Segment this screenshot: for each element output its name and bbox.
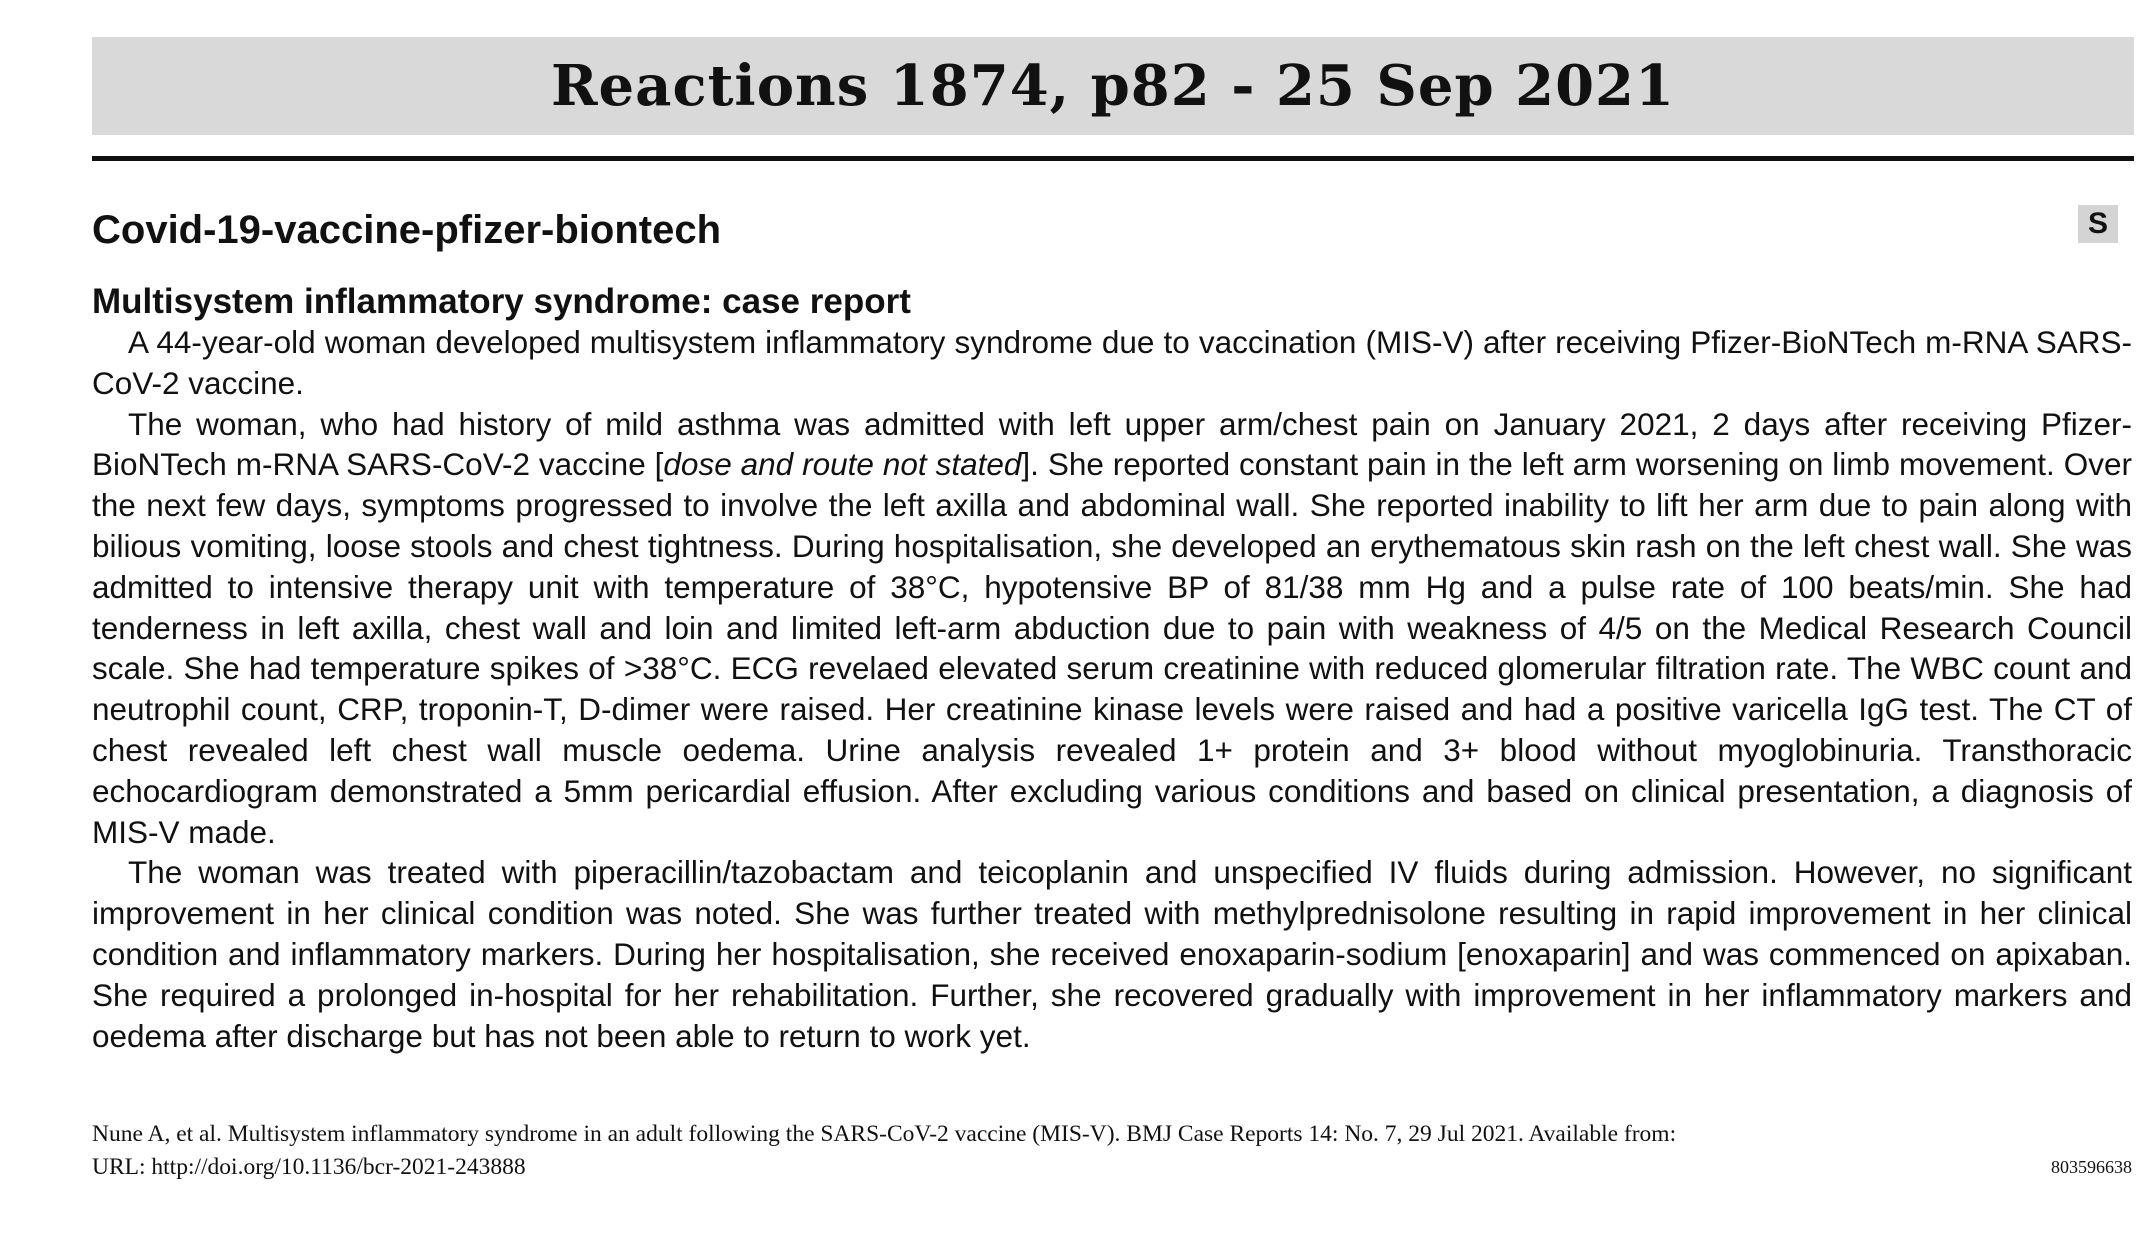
- citation-url[interactable]: URL: http://doi.org/10.1136/bcr-2021-243888: [92, 1154, 526, 1180]
- page-title: Reactions 1874, p82 - 25 Sep 2021: [551, 53, 1675, 119]
- citation: [92, 1118, 2132, 1184]
- paragraph-2: [92, 404, 2132, 853]
- citation-line-2: [92, 1151, 2132, 1184]
- paragraph-1: A 44-year-old woman developed multisystem inflammatory syndrome due to vaccination (MIS-V) after receiving Pfizer-BioNTech m-RNA SARS-CoV-2 vaccine.: [92, 324, 2132, 401]
- reaction-title: Multisystem inflammatory syndrome: case report: [92, 282, 911, 321]
- header-band: [92, 37, 2134, 135]
- paragraph-2-part-b: ]. She reported constant pain in the left arm worsening on limb movement. Over the next few days, symptoms progressed to involve the left axilla and abdominal wall. She reported inability to lift her arm due to pain along with bilious vomiting, loose stools and chest tightness. During hospitalisation, she developed an erythematous skin rash on the left chest wall. She was admitted to intensive therapy unit with temperature of 38°C, hypotensive BP of 81/38 mm Hg and a pulse rate of 100 beats/min. She had tenderness in left axilla, chest wall and loin and limited left-arm abduction due to pain with weakness of 4/5 on the Medical Research Council scale. She had temperature spikes of >38°C. ECG revelaed elevated serum creatinine with reduced glomerular filtration rate. The WBC count and neutrophil count, CRP, troponin-T, D-dimer were raised. Her creatinine kinase levels were raised and had a positive varicella IgG test. The CT of chest revealed left chest wall muscle oedema. Urine analysis revealed 1+ protein and 3+ blood without myoglobinuria. Transthoracic echocardiogram demonstrated a 5mm pericardial effusion. After excluding various conditions and based on clinical presentation, a diagnosis of MIS-V made.: [92, 446, 2132, 850]
- paragraph-2-italic: dose and route not stated: [663, 446, 1022, 483]
- citation-text: Nune A, et al. Multisystem inflammatory syndrome in an adult following the SARS-CoV-2 vaccine (MIS-V). BMJ Case Reports 14: No. 7, 29 Jul 2021. Available from:: [92, 1121, 1677, 1147]
- article-body: [92, 322, 2132, 1056]
- header-divider: [92, 156, 2134, 161]
- document-id: 803596638: [2051, 1157, 2132, 1177]
- drug-name-heading: Covid-19-vaccine-pfizer-biontech: [92, 208, 722, 252]
- paragraph-2-part-a: The woman, who had history of mild asthma was admitted with left upper arm/chest pain on January 2021, 2 days after receiving Pfizer-BioNTech m-RNA SARS-CoV-2 vaccine [: [92, 405, 2132, 483]
- paragraph-3: The woman was treated with piperacillin/tazobactam and teicoplanin and unspecified IV fluids during admission. However, no significant improvement in her clinical condition was noted. She was further treated with methylprednisolone resulting in rapid improvement in her clinical condition and inflammatory markers. During her hospitalisation, she received enoxaparin-sodium [enoxaparin] and was commenced on apixaban. She required a prolonged in-hospital for her rehabilitation. Further, she recovered gradually with improvement in her inflammatory markers and oedema after discharge but has not been able to return to work yet.: [92, 854, 2132, 1054]
- serious-badge: S: [2078, 205, 2118, 243]
